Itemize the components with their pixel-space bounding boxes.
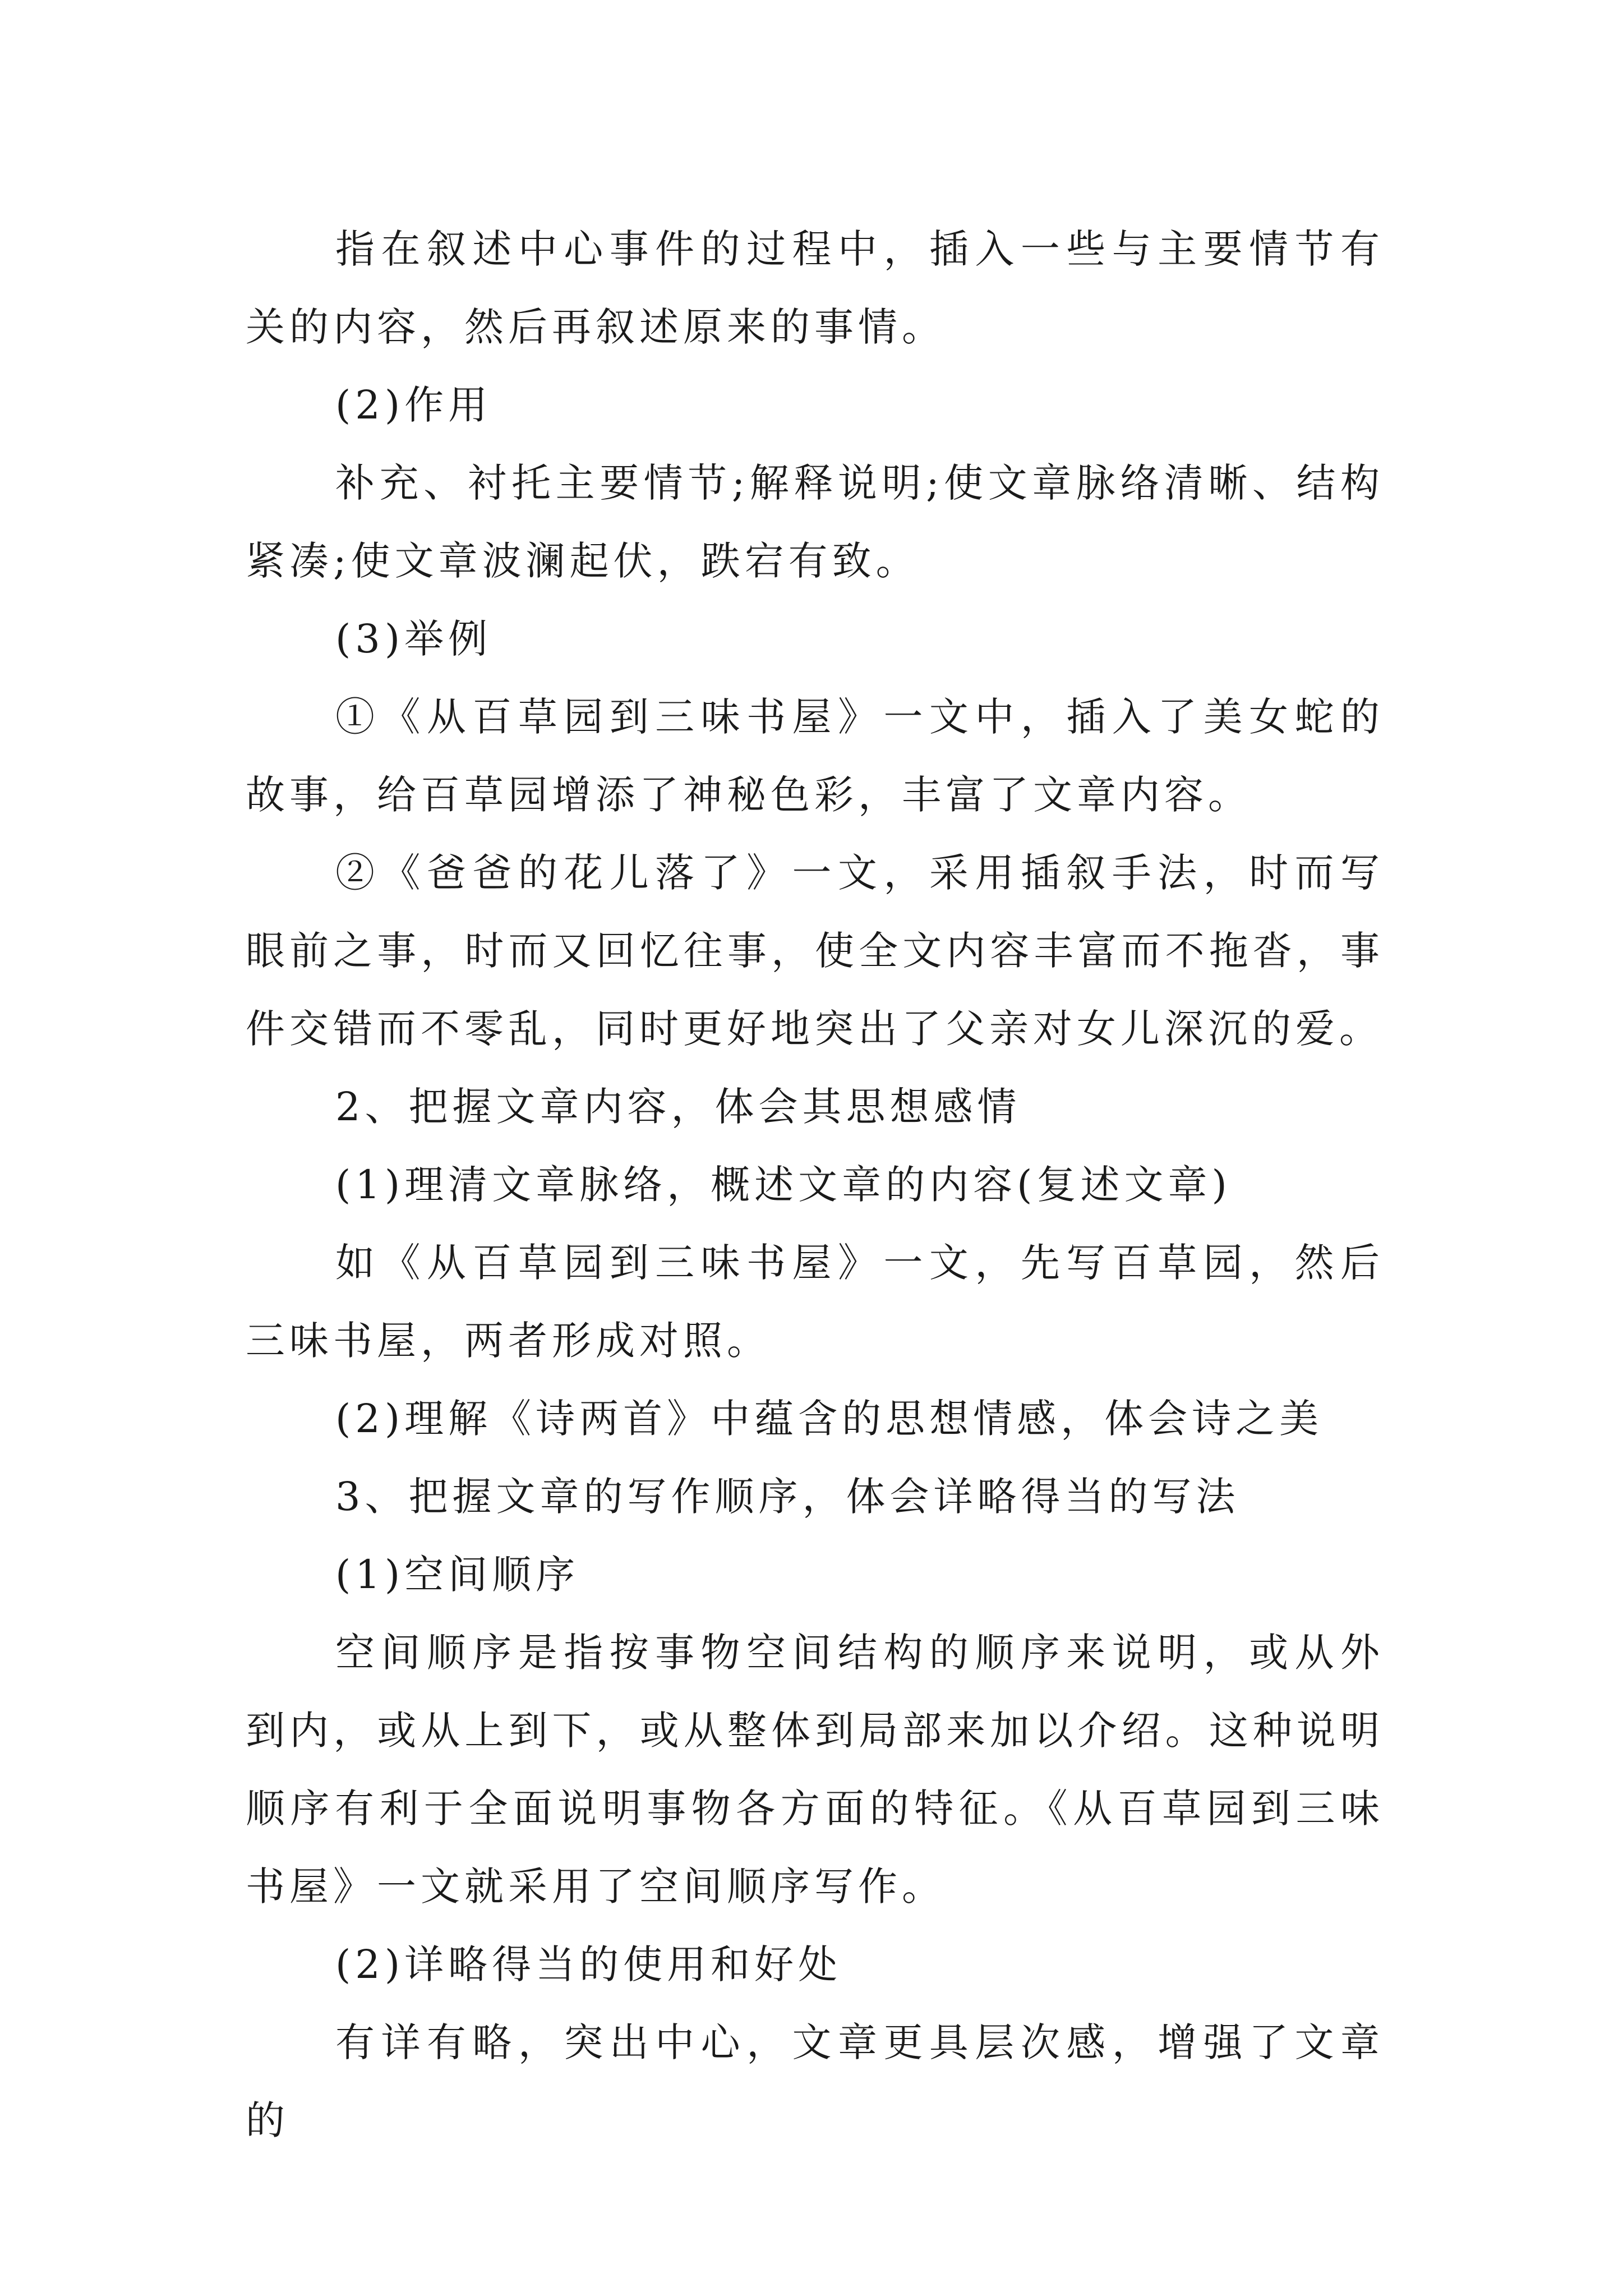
heading-section-2-2: (2)理解《诗两首》中蕴含的思想情感，体会诗之美: [335, 1396, 1324, 1442]
paragraph-insertion-definition: 指在叙述中心事件的过程中，插入一些与主要情节有关的内容，然后再叙述原来的事情。: [246, 226, 1384, 350]
heading-section-3: 3、把握文章的写作顺序，体会详略得当的写法: [335, 1474, 1240, 1520]
heading-section-2: 2、把握文章内容，体会其思想感情: [335, 1084, 1021, 1130]
paragraph-example-1: ①《从百草园到三味书屋》一文中，插入了美女蛇的故事，给百草园增添了神秘色彩，丰富了文章内容。: [246, 694, 1384, 818]
heading-section-2-1: (1)理清文章脉络，概述文章的内容(复述文章): [335, 1162, 1232, 1208]
heading-examples: (3)举例: [335, 616, 492, 662]
heading-section-3-2: (2)详略得当的使用和好处: [335, 1941, 842, 1987]
paragraph-detail-benefits: 有详有略，突出中心，文章更具层次感，增强了文章的: [246, 2019, 1384, 2143]
paragraph-section-2-1: 如《从百草园到三味书屋》一文，先写百草园，然后三味书屋，两者形成对照。: [246, 1240, 1384, 1364]
heading-section-3-1: (1)空间顺序: [335, 1552, 580, 1598]
paragraph-example-2: ②《爸爸的花儿落了》一文，采用插叙手法，时而写眼前之事，时而又回忆往事，使全文内容丰富而不拖沓，事件交错而不零乱，同时更好地突出了父亲对女儿深沉的爱。: [246, 850, 1384, 1052]
paragraph-spatial-order: 空间顺序是指按事物空间结构的顺序来说明，或从外到内，或从上到下，或从整体到局部来加以介绍。这种说明顺序有利于全面说明事物各方面的特征。《从百草园到三味书屋》一文就采用了空间顺序写作。: [246, 1630, 1384, 1910]
paragraph-function: 补充、衬托主要情节;解释说明;使文章脉络清晰、结构紧凑;使文章波澜起伏，跌宕有致。: [246, 460, 1384, 584]
heading-function: (2)作用: [335, 382, 492, 428]
document-body: [246, 210, 1384, 2160]
